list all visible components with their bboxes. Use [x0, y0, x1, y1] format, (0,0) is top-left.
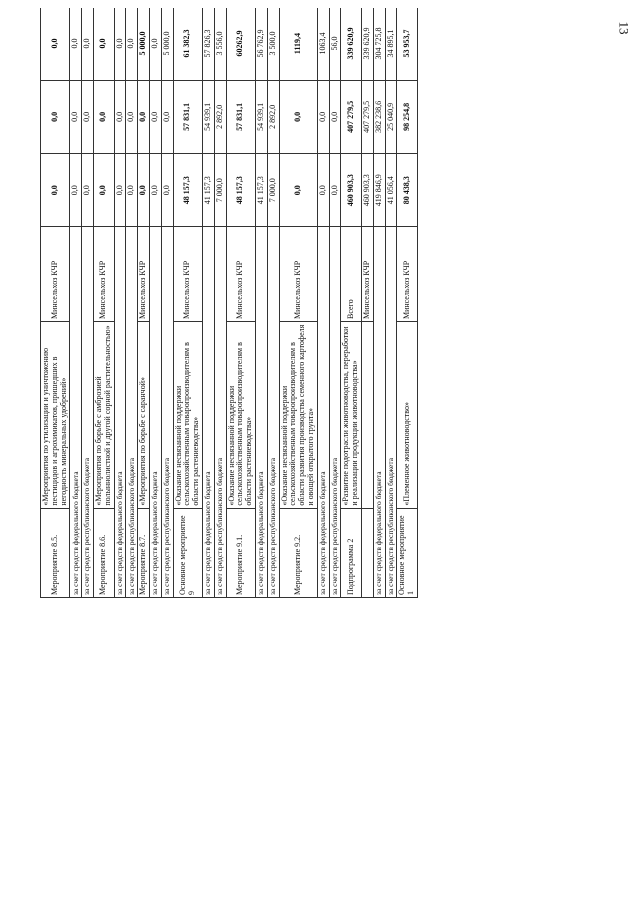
value-cell: 5 000,0 — [161, 8, 173, 80]
value-cell: 0,0 — [149, 80, 161, 153]
value-cell: 41 157,3 — [202, 154, 214, 227]
rotated-table-container — [40, 8, 630, 598]
table-row — [341, 8, 362, 598]
funding-source-cell: за счет средств федерального бюджета — [317, 227, 329, 598]
value-cell: 1063,4 — [317, 8, 329, 80]
funding-source-cell: за счет средств республиканского бюджета — [126, 227, 138, 598]
value-cell: 0,0 — [82, 8, 94, 80]
value-cell: 460 903,3 — [361, 154, 373, 227]
value-cell: 0,0 — [149, 8, 161, 80]
table-row — [149, 8, 161, 598]
funding-source-cell: за счет средств республиканского бюджета — [161, 227, 173, 598]
page-number: 13 — [616, 21, 632, 35]
value-cell: 0,0 — [41, 154, 70, 227]
value-cell: 0,0 — [70, 154, 82, 227]
table-row — [93, 8, 114, 598]
value-cell: 3 556,0 — [214, 8, 226, 80]
value-cell: 1119,4 — [279, 8, 317, 80]
value-cell: 61 382,3 — [173, 8, 202, 80]
value-cell: 34 895,1 — [385, 8, 397, 80]
table-row — [214, 8, 226, 598]
table-row — [41, 8, 70, 598]
funding-source-cell: за счет средств республиканского бюджета — [214, 227, 226, 598]
rotated-table-frame — [40, 8, 630, 893]
funding-source-cell: за счет средств федерального бюджета — [202, 227, 214, 598]
row-executor-cell: Минсельхоз КЧР — [138, 227, 150, 322]
value-cell: 407 279,5 — [341, 80, 362, 153]
value-cell: 0,0 — [114, 154, 126, 227]
row-executor-cell: Минсельхоз КЧР — [226, 227, 255, 322]
row-description-cell: «Развитие подотрасли животноводства, переработки и реализации продукции животноводства» — [341, 322, 362, 509]
table-row — [317, 8, 329, 598]
value-cell: 0,0 — [82, 154, 94, 227]
funding-source-cell: за счет средств республиканского бюджета — [385, 227, 397, 598]
value-cell: 56,0 — [329, 8, 341, 80]
row-description-cell: «Мероприятия по борьбе с саранчой» — [138, 322, 150, 509]
value-cell: 419 846,9 — [373, 154, 385, 227]
row-executor-cell: Минсельхоз КЧР — [173, 227, 202, 322]
value-cell: 0,0 — [317, 80, 329, 153]
funding-source-cell: за счет средств федерального бюджета — [114, 227, 126, 598]
value-cell: 407 279,5 — [361, 80, 373, 153]
value-cell: 339 620,9 — [341, 8, 362, 80]
funding-source-cell: за счет средств федерального бюджета — [255, 227, 267, 598]
value-cell: 0,0 — [93, 80, 114, 153]
table-row — [397, 8, 418, 598]
row-name-cell: Подпрограмма 2 — [341, 508, 362, 597]
value-cell: 98 254,8 — [397, 80, 418, 153]
value-cell: 0,0 — [114, 8, 126, 80]
value-cell: 7 000,0 — [267, 154, 279, 227]
table-row — [114, 8, 126, 598]
row-name-cell: Мероприятие 8.5. — [41, 508, 70, 597]
value-cell: 0,0 — [279, 154, 317, 227]
value-cell: 0,0 — [82, 80, 94, 153]
value-cell: 0,0 — [93, 8, 114, 80]
value-cell: 0,0 — [70, 8, 82, 80]
row-executor-cell: Минсельхоз КЧР — [93, 227, 114, 322]
table-row — [279, 8, 317, 598]
value-cell: 0,0 — [126, 80, 138, 153]
table-row — [267, 8, 279, 598]
table-row — [82, 8, 94, 598]
value-cell: 25 040,9 — [385, 80, 397, 153]
value-cell: 0,0 — [138, 80, 150, 153]
row-executor-cell: Всего — [341, 227, 362, 322]
value-cell: 56 762,9 — [255, 8, 267, 80]
value-cell: 48 157,3 — [173, 154, 202, 227]
value-cell: 0,0 — [317, 154, 329, 227]
value-cell: 460 903,3 — [341, 154, 362, 227]
value-cell: 0,0 — [126, 154, 138, 227]
funding-source-cell: за счет средств республиканского бюджета — [329, 227, 341, 598]
table-row — [361, 8, 373, 598]
table-row — [373, 8, 385, 598]
table-row — [329, 8, 341, 598]
value-cell: 0,0 — [93, 154, 114, 227]
row-description-cell: «Оказание несвязанной поддержки сельскохозяйственным товаропроизводителям в области растениеводства» — [226, 322, 255, 509]
value-cell: 304 725,8 — [373, 8, 385, 80]
row-name-cell: Основное мероприятие 1 — [397, 508, 418, 597]
table-row — [202, 8, 214, 598]
table-row — [70, 8, 82, 598]
value-cell: 0,0 — [70, 80, 82, 153]
budget-table-body — [41, 8, 418, 598]
funding-source-cell: за счет средств федерального бюджета — [149, 227, 161, 598]
value-cell: 0,0 — [279, 80, 317, 153]
value-cell: 0,0 — [114, 80, 126, 153]
row-name-cell: Мероприятие 8.6. — [93, 508, 114, 597]
value-cell: 41 157,3 — [255, 154, 267, 227]
value-cell: 0,0 — [161, 154, 173, 227]
value-cell: 57 831,1 — [226, 80, 255, 153]
row-name-cell: Основное мероприятие 9 — [173, 508, 202, 597]
funding-source-cell: за счет средств республиканского бюджета — [82, 227, 94, 598]
row-description-cell — [361, 322, 373, 509]
value-cell: 2 892,0 — [267, 80, 279, 153]
row-description-cell: «Племенное животноводство» — [397, 322, 418, 509]
value-cell: 0,0 — [41, 8, 70, 80]
value-cell: 80 438,3 — [397, 154, 418, 227]
value-cell: 41 056,4 — [385, 154, 397, 227]
value-cell: 382 238,6 — [373, 80, 385, 153]
funding-source-cell: за счет средств федерального бюджета — [373, 227, 385, 598]
row-executor-cell: Минсельхоз КЧР — [279, 227, 317, 322]
row-executor-cell: Минсельхоз КЧР — [397, 227, 418, 322]
value-cell: 0,0 — [126, 8, 138, 80]
value-cell: 0,0 — [329, 80, 341, 153]
value-cell: 7 000,0 — [214, 154, 226, 227]
value-cell: 0,0 — [138, 154, 150, 227]
table-row — [126, 8, 138, 598]
value-cell: 0,0 — [41, 80, 70, 153]
row-name-cell: Мероприятие 9.2. — [279, 508, 317, 597]
value-cell: 54 939,1 — [255, 80, 267, 153]
table-row — [138, 8, 150, 598]
row-name-cell — [361, 508, 373, 597]
budget-table — [40, 8, 418, 598]
row-name-cell: Мероприятие 8.7. — [138, 508, 150, 597]
funding-source-cell: за счет средств республиканского бюджета — [267, 227, 279, 598]
value-cell: 5 000,0 — [138, 8, 150, 80]
value-cell: 2 892,0 — [214, 80, 226, 153]
funding-source-cell: за счет средств федерального бюджета — [70, 227, 82, 598]
row-executor-cell: Минсельхоз КЧР — [361, 227, 373, 322]
row-description-cell: «Оказание несвязанной поддержки сельскохозяйственным товаропроизводителям в области растениеводства» — [173, 322, 202, 509]
value-cell: 54 939,1 — [202, 80, 214, 153]
value-cell: 0,0 — [161, 80, 173, 153]
row-name-cell: Мероприятие 9.1. — [226, 508, 255, 597]
value-cell: 0,0 — [329, 154, 341, 227]
table-row — [255, 8, 267, 598]
row-description-cell: «Оказание несвязанной поддержки сельскохозяйственным товаропроизводителям в области развития производства семенного картофеля и овощей открытого грунта» — [279, 322, 317, 509]
value-cell: 48 157,3 — [226, 154, 255, 227]
value-cell: 57 826,3 — [202, 8, 214, 80]
value-cell: 0,0 — [149, 154, 161, 227]
row-executor-cell: Минсельхоз КЧР — [41, 227, 70, 322]
table-row — [226, 8, 255, 598]
value-cell: 60262,9 — [226, 8, 255, 80]
value-cell: 3 500,0 — [267, 8, 279, 80]
value-cell: 339 620,9 — [361, 8, 373, 80]
row-description-cell: «Мероприятия по борьбе с амброзией полыннолистной и другой сорной растительностью» — [93, 322, 114, 509]
row-description-cell: «Мероприятия по утилизации и уничтожению пестицидов и агрохимикатов, пришедших в негодность минеральных удобрений» — [41, 322, 70, 509]
value-cell: 57 831,1 — [173, 80, 202, 153]
table-row — [173, 8, 202, 598]
table-row — [385, 8, 397, 598]
table-row — [161, 8, 173, 598]
value-cell: 53 953,7 — [397, 8, 418, 80]
